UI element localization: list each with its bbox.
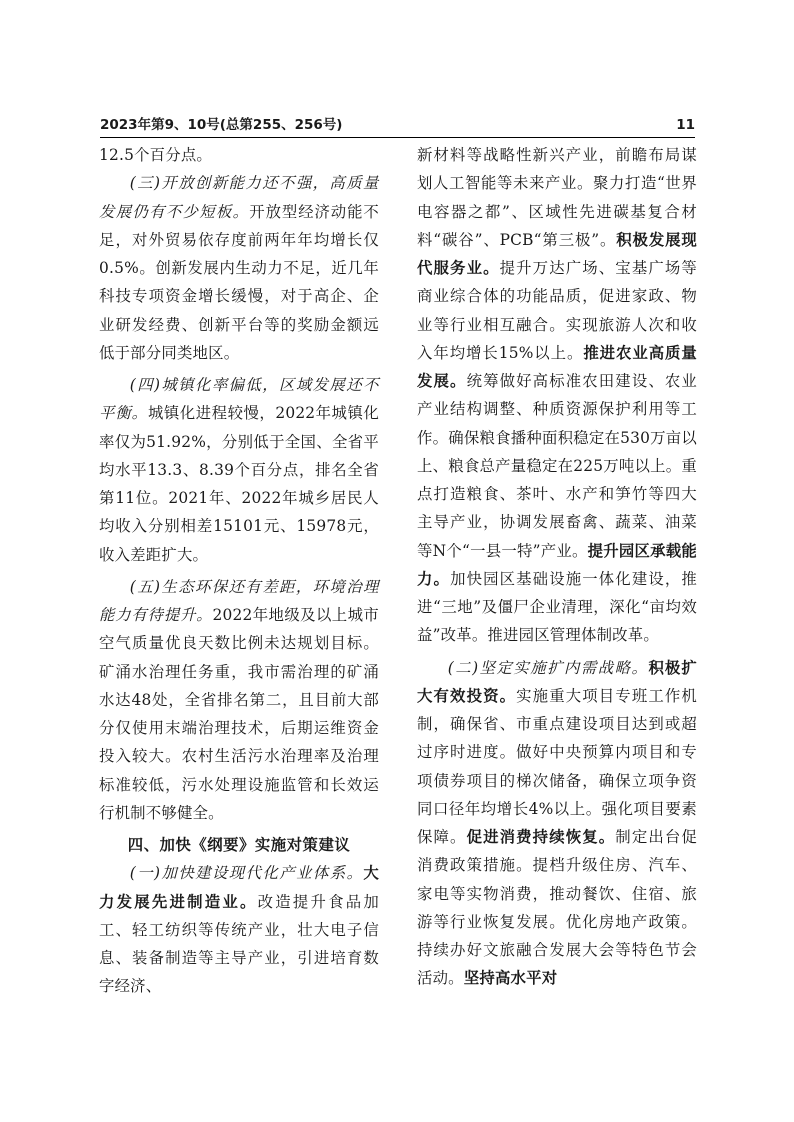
paragraph-body: 开放型经济动能不足，对外贸易依存度前两年年均增长仅0.5%。创新发展内生动力不足，近几年科技专项资金增长缓慢，对于高企、企业研发经费、创新平台等的奖励金额远低于部分同类地区。: [99, 202, 379, 362]
paragraph-body: 提升万达广场、宝基广场等商业综合体的功能品质，促进家政、物业等行业相互融合。实现旅游人次和收入年均增长15%以上。: [417, 259, 697, 362]
bold-phrase-consumption: 促进消费持续恢复。: [466, 828, 616, 846]
paragraph-environment: [99, 573, 379, 827]
subheading-openness-innovation: (三)开放创新能力还不强，高质量发展仍有不少短板。: [99, 174, 379, 221]
left-column: [99, 141, 379, 1001]
section-heading: 四、加快《纲要》实施对策建议: [127, 836, 351, 854]
journal-issue-title: 2023年第9、10号(总第255、256号): [100, 117, 343, 133]
running-header: [100, 116, 695, 134]
paragraph-continuation: 12.5个百分点。: [99, 146, 213, 164]
paragraph-urbanization: [99, 371, 379, 569]
header-rule: [100, 137, 695, 138]
subheading-environment: (五)生态环保还有差距，环境治理能力有待提升。: [99, 577, 379, 624]
bold-phrase-opening-up: 坚持高水平对: [463, 969, 558, 988]
subheading-urbanization: (四)城镇化率偏低，区域发展还不平衡。: [99, 376, 379, 423]
bold-phrase-agriculture: 推进农业高质量发展。: [417, 343, 697, 390]
paragraph-body: 新材料等战略性新兴产业，前瞻布局谋划人工智能等未来产业。聚力打造“世界电容器之都”、区域性先进碳基复合材料“碳谷”、PCB“第三极”。: [417, 146, 697, 249]
paragraph-body: 2022年地级及以上城市空气质量优良天数比例未达规划目标。矿涌水治理任务重，我市需治理的矿涌水达48处，全省排名第二，且目前大部分仅使用末端治理技术，后期运维资金投入较大。农村生活污水治理率及治理标准较低，污水处理设施监管和长效运行机制不够健全。: [99, 606, 380, 822]
paragraph-body: 统筹做好高标准农田建设、农业产业结构调整、种质资源保护利用等工作。确保粮食播种面积稳定在530万亩以上、粮食总产量稳定在225万吨以上。重点打造粮食、茶叶、水产和笋竹等四大主导产业，协调发展畜禽、蔬菜、油菜等N个“一县一特”产业。: [417, 372, 697, 560]
paragraph-body: 加快园区基础设施一体化建设，推进“三地”及僵尸企业清理，深化“亩均效益”改革。推进园区管理体制改革。: [417, 569, 697, 645]
paragraph-body: 改造提升食品加工、轻工纺织等传统产业，壮大电子信息、装备制造等主导产业，引进培育数字经济、: [99, 892, 379, 996]
paragraph-industry-system: [99, 859, 379, 1000]
paragraph-openness-innovation: [99, 169, 379, 367]
paragraph-body: 实施重大项目专班工作机制，确保省、市重点建设项目达到或超过序时进度。做好中央预算内项目和专项债券项目的梯次储备，确保立项争资同口径年均增长4%以上。强化项目要素保障。: [417, 686, 697, 846]
paragraph-domestic-demand: [417, 654, 697, 993]
subheading-domestic-demand: (二)坚定实施扩内需战略。: [447, 658, 649, 677]
bold-phrase-modern-services: 积极发展现代服务业。: [417, 230, 697, 277]
paragraph-body: 城镇化进程较慢，2022年城镇化率仅为51.92%，分别低于全国、全省平均水平13.3、8.39个百分点，排名全省第11位。2021年、2022年城乡居民人均收入分别相差15101元、15978元，收入差距扩大。: [99, 404, 379, 564]
paragraph-industry-continued: [417, 141, 697, 650]
bold-phrase-industrial-parks: 提升园区承载能力。: [417, 541, 697, 588]
paragraph-body: 制定出台促消费政策措施。提档升级住房、汽车、家电等实物消费，推动餐饮、住宿、旅游等行业恢复发展。优化房地产政策。持续办好文旅融合发展大会等特色节会活动。: [417, 828, 697, 988]
page-number: 11: [676, 117, 695, 133]
subheading-industry-system: (一)加快建设现代化产业体系。: [129, 864, 364, 883]
bold-phrase-advanced-manufacturing: 大力发展先进制造业。: [99, 864, 379, 911]
bold-phrase-investment: 积极扩大有效投资。: [417, 658, 698, 705]
right-column: [417, 141, 697, 993]
